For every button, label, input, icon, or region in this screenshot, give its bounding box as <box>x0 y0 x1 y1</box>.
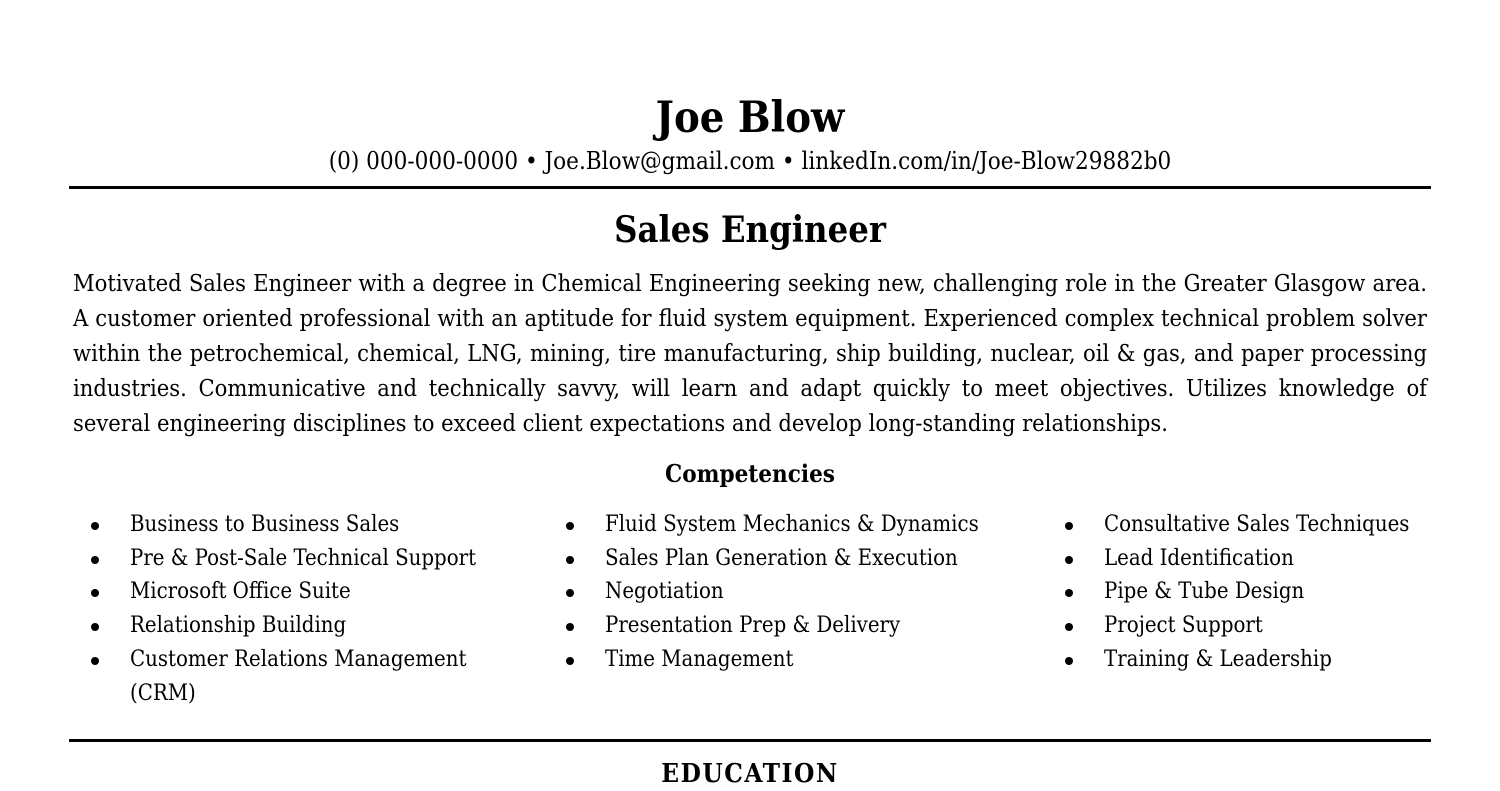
list-item: Negotiation <box>568 575 1008 609</box>
list-item: Time Management <box>568 643 1008 677</box>
competencies-column-3 <box>1067 508 1477 677</box>
job-title: Sales Engineer <box>614 209 886 251</box>
list-item: Project Support <box>1067 609 1477 643</box>
list-item: Training & Leadership <box>1067 643 1477 677</box>
list-item: Customer Relations Management (CRM) <box>93 643 493 710</box>
candidate-name: Joe Blow <box>655 93 845 143</box>
list-item: Business to Business Sales <box>93 508 493 542</box>
list-item: Pre & Post-Sale Technical Support <box>93 542 493 576</box>
list-item: Sales Plan Generation & Execution <box>568 542 1008 576</box>
contact-line: (0) 000-000-0000 • Joe.Blow@gmail.com • linkedIn.com/in/Joe-Blow29882b0 <box>328 147 1172 175</box>
list-item: Lead Identification <box>1067 542 1477 576</box>
divider <box>69 186 1431 189</box>
divider <box>69 739 1431 742</box>
education-heading: EDUCATION <box>661 759 839 789</box>
list-item: Microsoft Office Suite <box>93 575 493 609</box>
list-item: Pipe & Tube Design <box>1067 575 1477 609</box>
list-item: Fluid System Mechanics & Dynamics <box>568 508 1008 542</box>
list-item: Presentation Prep & Delivery <box>568 609 1008 643</box>
competencies-column-2 <box>568 508 1008 677</box>
list-item: Consultative Sales Techniques <box>1067 508 1477 542</box>
competencies-column-1 <box>93 508 493 710</box>
competencies-heading: Competencies <box>665 459 835 488</box>
summary-paragraph: Motivated Sales Engineer with a degree in Chemical Engineering seeking new, challenging role in the Greater Glasgow area. A customer oriented professional with an aptitude for fluid system equipment. Experienced complex technical problem solver within the petrochemical, chemical, LNG, mining, tire manufacturing, ship building, nuclear, oil & gas, and paper processing industries. Communicative and technically savvy, will learn and adapt quickly to meet objectives. Utilizes knowledge of several engineering disciplines to exceed client expectations and develop long-standing relationships. <box>73 269 1427 437</box>
list-item: Relationship Building <box>93 609 493 643</box>
